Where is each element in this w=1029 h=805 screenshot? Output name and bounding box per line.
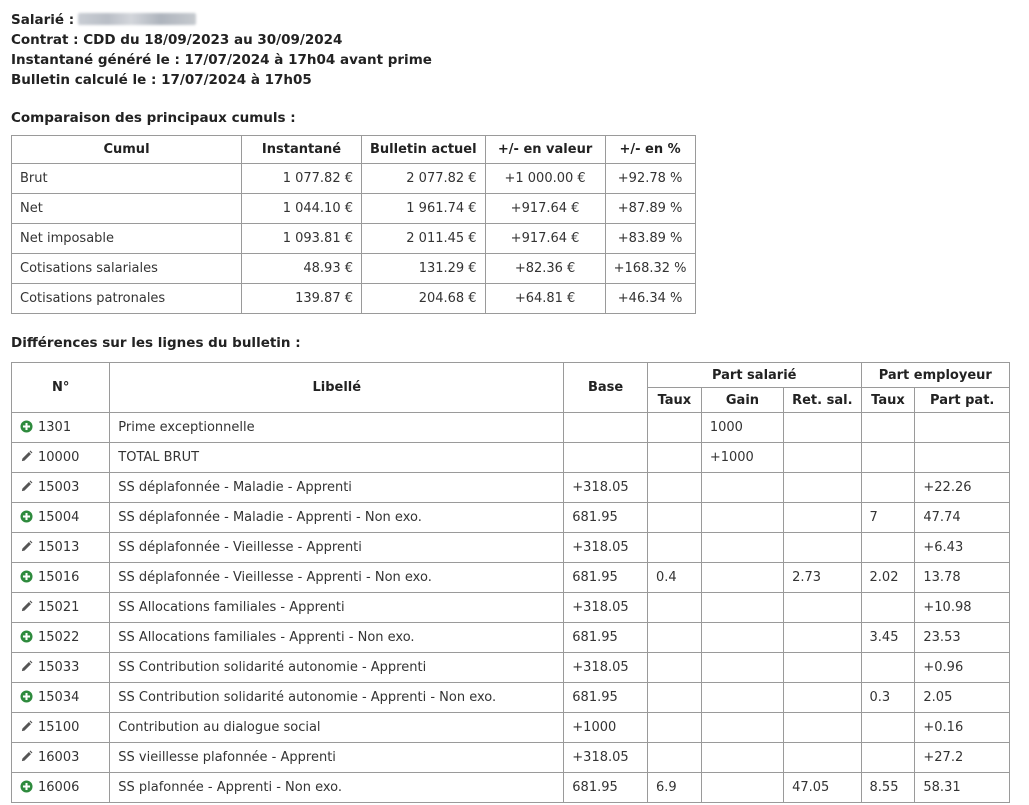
gain-cell (701, 563, 783, 593)
part-pat-cell: +27.2 (915, 743, 1010, 773)
col-header-instantane: Instantané (242, 136, 362, 164)
cumuls-cell-diff-pct: +87.89 % (605, 194, 695, 224)
line-num-cell (12, 713, 110, 743)
base-cell: +318.05 (564, 473, 648, 503)
line-num: 10000 (38, 450, 80, 465)
employee-line (11, 10, 1021, 30)
libelle-cell: SS déplafonnée - Vieillesse - Apprenti - Non exo. (110, 563, 564, 593)
col-header-num: N° (12, 363, 110, 413)
cumuls-cell-bulletin-actuel: 1 961.74 € (362, 194, 486, 224)
base-cell (564, 443, 648, 473)
cumuls-cell-instantane: 48.93 € (242, 254, 362, 284)
line-row (12, 623, 1010, 653)
part-pat-cell: 13.78 (915, 563, 1010, 593)
base-cell (564, 413, 648, 443)
base-cell: +318.05 (564, 533, 648, 563)
add-circle-icon[interactable] (20, 570, 33, 583)
ret-sal-cell (784, 683, 861, 713)
line-num: 15016 (38, 570, 80, 585)
cumuls-table (11, 135, 696, 314)
line-num: 16003 (38, 750, 80, 765)
taux-salarie-cell: 6.9 (647, 773, 701, 803)
part-pat-cell: 58.31 (915, 773, 1010, 803)
col-header-taux-salarie: Taux (647, 388, 701, 413)
pencil-icon[interactable] (20, 720, 33, 733)
cumuls-cell-diff-pct: +168.32 % (605, 254, 695, 284)
line-row (12, 503, 1010, 533)
cumuls-row (12, 254, 696, 284)
part-pat-cell: +10.98 (915, 593, 1010, 623)
taux-salarie-cell (647, 413, 701, 443)
cumuls-cell-diff-valeur: +917.64 € (485, 224, 605, 254)
line-row (12, 743, 1010, 773)
line-num-cell (12, 443, 110, 473)
cumuls-cell-diff-valeur: +64.81 € (485, 284, 605, 314)
line-row (12, 683, 1010, 713)
add-circle-icon[interactable] (20, 630, 33, 643)
cumuls-cell-diff-pct: +83.89 % (605, 224, 695, 254)
line-num-cell (12, 473, 110, 503)
taux-employeur-cell (861, 413, 915, 443)
cumuls-cell-bulletin-actuel: 131.29 € (362, 254, 486, 284)
cumuls-cell-bulletin-actuel: 2 011.45 € (362, 224, 486, 254)
taux-salarie-cell (647, 713, 701, 743)
col-group-part-employeur: Part employeur (861, 363, 1009, 388)
base-cell: 681.95 (564, 563, 648, 593)
pencil-icon[interactable] (20, 480, 33, 493)
gain-cell (701, 533, 783, 563)
line-num: 15033 (38, 660, 80, 675)
taux-employeur-cell: 8.55 (861, 773, 915, 803)
cumuls-cell-cumul: Net (12, 194, 242, 224)
cumuls-cell-instantane: 1 044.10 € (242, 194, 362, 224)
line-row (12, 473, 1010, 503)
line-num: 16006 (38, 780, 80, 795)
gain-cell: +1000 (701, 443, 783, 473)
line-row (12, 593, 1010, 623)
line-row (12, 653, 1010, 683)
cumuls-cell-diff-valeur: +82.36 € (485, 254, 605, 284)
cumuls-header-row (12, 136, 696, 164)
add-circle-icon[interactable] (20, 510, 33, 523)
col-header-bulletin-actuel: Bulletin actuel (362, 136, 486, 164)
ret-sal-cell (784, 503, 861, 533)
libelle-cell: Contribution au dialogue social (110, 713, 564, 743)
gain-cell (701, 713, 783, 743)
libelle-cell: SS déplafonnée - Maladie - Apprenti (110, 473, 564, 503)
ret-sal-cell (784, 713, 861, 743)
part-pat-cell: +0.96 (915, 653, 1010, 683)
line-num: 15100 (38, 720, 80, 735)
taux-salarie-cell (647, 623, 701, 653)
cumuls-cell-bulletin-actuel: 2 077.82 € (362, 164, 486, 194)
part-pat-cell: 47.74 (915, 503, 1010, 533)
cumuls-cell-diff-valeur: +1 000.00 € (485, 164, 605, 194)
cumuls-cell-cumul: Brut (12, 164, 242, 194)
cumuls-cell-instantane: 1 077.82 € (242, 164, 362, 194)
lignes-table (11, 362, 1010, 803)
taux-employeur-cell (861, 743, 915, 773)
gain-cell (701, 623, 783, 653)
cumuls-row (12, 164, 696, 194)
line-num: 15003 (38, 480, 80, 495)
col-header-cumul: Cumul (12, 136, 242, 164)
part-pat-cell (915, 443, 1010, 473)
taux-salarie-cell: 0.4 (647, 563, 701, 593)
part-pat-cell: +6.43 (915, 533, 1010, 563)
line-num: 15022 (38, 630, 80, 645)
ret-sal-cell (784, 443, 861, 473)
taux-employeur-cell (861, 713, 915, 743)
gain-cell (701, 773, 783, 803)
gain-cell: 1000 (701, 413, 783, 443)
part-pat-cell (915, 413, 1010, 443)
part-pat-cell: 2.05 (915, 683, 1010, 713)
line-num: 15034 (38, 690, 80, 705)
add-circle-icon[interactable] (20, 690, 33, 703)
line-num: 15013 (38, 540, 80, 555)
pencil-icon[interactable] (20, 600, 33, 613)
pencil-icon[interactable] (20, 540, 33, 553)
line-num: 15021 (38, 600, 80, 615)
gain-cell (701, 473, 783, 503)
pencil-icon[interactable] (20, 450, 33, 463)
base-cell: +1000 (564, 713, 648, 743)
cumuls-cell-diff-pct: +92.78 % (605, 164, 695, 194)
cumuls-row (12, 284, 696, 314)
libelle-cell: SS Contribution solidarité autonomie - Apprenti - Non exo. (110, 683, 564, 713)
taux-employeur-cell (861, 443, 915, 473)
line-num-cell (12, 413, 110, 443)
cumuls-cell-bulletin-actuel: 204.68 € (362, 284, 486, 314)
col-header-base: Base (564, 363, 648, 413)
ret-sal-cell (784, 413, 861, 443)
libelle-cell: SS Contribution solidarité autonomie - Apprenti (110, 653, 564, 683)
contract-line: Contrat : CDD du 18/09/2023 au 30/09/2024 (11, 32, 343, 48)
snapshot-line: Instantané généré le : 17/07/2024 à 17h04 avant prime (11, 52, 432, 68)
taux-employeur-cell (861, 593, 915, 623)
payslip-comparison-page (11, 10, 1021, 803)
cumuls-cell-diff-pct: +46.34 % (605, 284, 695, 314)
taux-salarie-cell (647, 443, 701, 473)
ret-sal-cell: 47.05 (784, 773, 861, 803)
ret-sal-cell (784, 743, 861, 773)
line-row (12, 563, 1010, 593)
line-num-cell (12, 623, 110, 653)
ret-sal-cell (784, 473, 861, 503)
gain-cell (701, 593, 783, 623)
line-row (12, 713, 1010, 743)
libelle-cell: SS déplafonnée - Maladie - Apprenti - Non exo. (110, 503, 564, 533)
col-header-taux-employeur: Taux (861, 388, 915, 413)
part-pat-cell: 23.53 (915, 623, 1010, 653)
libelle-cell: SS vieillesse plafonnée - Apprenti (110, 743, 564, 773)
libelle-cell: Prime exceptionnelle (110, 413, 564, 443)
lignes-section-title: Différences sur les lignes du bulletin : (11, 335, 301, 351)
part-pat-cell: +22.26 (915, 473, 1010, 503)
taux-salarie-cell (647, 683, 701, 713)
cumuls-section-title: Comparaison des principaux cumuls : (11, 110, 296, 126)
taux-salarie-cell (647, 593, 701, 623)
line-num-cell (12, 653, 110, 683)
gain-cell (701, 743, 783, 773)
cumuls-row (12, 194, 696, 224)
base-cell: 681.95 (564, 623, 648, 653)
line-num-cell (12, 743, 110, 773)
line-num-cell (12, 683, 110, 713)
cumuls-cell-instantane: 1 093.81 € (242, 224, 362, 254)
base-cell: +318.05 (564, 593, 648, 623)
col-group-part-salarie: Part salarié (647, 363, 861, 388)
col-header-diff-valeur: +/- en valeur (485, 136, 605, 164)
taux-employeur-cell: 7 (861, 503, 915, 533)
ret-sal-cell (784, 653, 861, 683)
line-num-cell (12, 593, 110, 623)
line-row (12, 773, 1010, 803)
line-num: 15004 (38, 510, 80, 525)
col-header-libelle: Libellé (110, 363, 564, 413)
gain-cell (701, 683, 783, 713)
libelle-cell: TOTAL BRUT (110, 443, 564, 473)
cumuls-cell-cumul: Net imposable (12, 224, 242, 254)
taux-salarie-cell (647, 473, 701, 503)
cumuls-cell-cumul: Cotisations patronales (12, 284, 242, 314)
line-row (12, 533, 1010, 563)
employee-name-redacted (78, 13, 196, 25)
line-row (12, 443, 1010, 473)
line-num-cell (12, 773, 110, 803)
cumuls-cell-instantane: 139.87 € (242, 284, 362, 314)
add-circle-icon[interactable] (20, 420, 33, 433)
line-num-cell (12, 563, 110, 593)
ret-sal-cell (784, 623, 861, 653)
cumuls-cell-cumul: Cotisations salariales (12, 254, 242, 284)
line-num: 1301 (38, 420, 72, 435)
ret-sal-cell: 2.73 (784, 563, 861, 593)
libelle-cell: SS Allocations familiales - Apprenti (110, 593, 564, 623)
taux-employeur-cell (861, 473, 915, 503)
base-cell: 681.95 (564, 503, 648, 533)
libelle-cell: SS Allocations familiales - Apprenti - Non exo. (110, 623, 564, 653)
pencil-icon[interactable] (20, 750, 33, 763)
taux-employeur-cell (861, 653, 915, 683)
employee-label: Salarié : (11, 12, 75, 28)
libelle-cell: SS déplafonnée - Vieillesse - Apprenti (110, 533, 564, 563)
col-header-gain: Gain (701, 388, 783, 413)
payslip-computed-line: Bulletin calculé le : 17/07/2024 à 17h05 (11, 72, 312, 88)
base-cell: 681.95 (564, 773, 648, 803)
gain-cell (701, 503, 783, 533)
base-cell: +318.05 (564, 743, 648, 773)
taux-salarie-cell (647, 503, 701, 533)
taux-salarie-cell (647, 743, 701, 773)
col-header-diff-pct: +/- en % (605, 136, 695, 164)
taux-employeur-cell (861, 533, 915, 563)
pencil-icon[interactable] (20, 660, 33, 673)
ret-sal-cell (784, 593, 861, 623)
ret-sal-cell (784, 533, 861, 563)
part-pat-cell: +0.16 (915, 713, 1010, 743)
lignes-header-row-1 (12, 363, 1010, 388)
add-circle-icon[interactable] (20, 780, 33, 793)
col-header-ret-sal: Ret. sal. (784, 388, 861, 413)
taux-employeur-cell: 3.45 (861, 623, 915, 653)
base-cell: 681.95 (564, 683, 648, 713)
col-header-part-pat: Part pat. (915, 388, 1010, 413)
taux-employeur-cell: 2.02 (861, 563, 915, 593)
line-num-cell (12, 533, 110, 563)
taux-salarie-cell (647, 653, 701, 683)
libelle-cell: SS plafonnée - Apprenti - Non exo. (110, 773, 564, 803)
cumuls-cell-diff-valeur: +917.64 € (485, 194, 605, 224)
line-row (12, 413, 1010, 443)
taux-salarie-cell (647, 533, 701, 563)
line-num-cell (12, 503, 110, 533)
taux-employeur-cell: 0.3 (861, 683, 915, 713)
gain-cell (701, 653, 783, 683)
base-cell: +318.05 (564, 653, 648, 683)
cumuls-row (12, 224, 696, 254)
